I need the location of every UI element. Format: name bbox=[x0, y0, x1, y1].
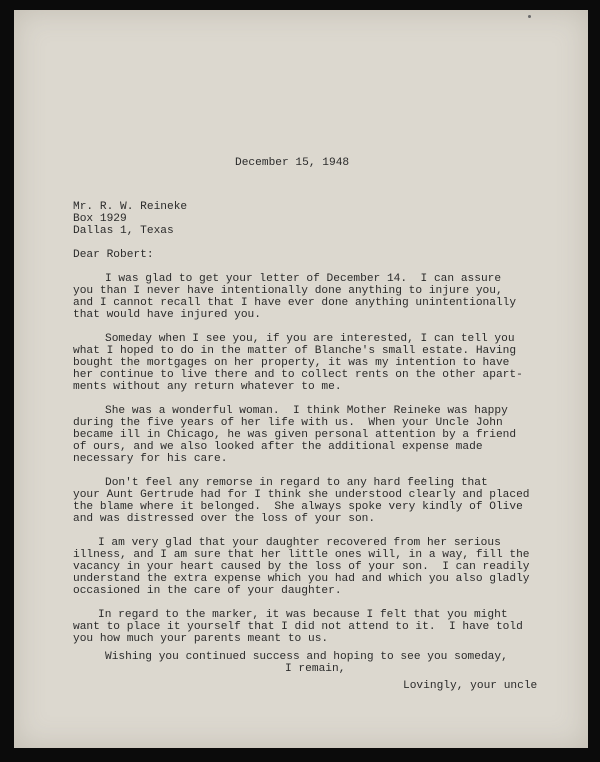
salutation: Dear Robert: bbox=[73, 249, 154, 261]
paragraph-3-line-1: She was a wonderful woman. I think Mother Reineke was happy bbox=[105, 405, 508, 417]
paragraph-3-line-3: became ill in Chicago, he was given personal attention by a friend bbox=[73, 429, 517, 441]
paragraph-6-line-1: In regard to the marker, it was because I felt that you might bbox=[98, 609, 508, 621]
paragraph-5-line-3: vacancy in your heart caused by the loss of your son. I can readily bbox=[73, 561, 530, 573]
paragraph-6-line-3: you how much your parents meant to us. bbox=[73, 633, 329, 645]
paragraph-5-line-2: illness, and I am sure that her little ones will, in a way, fill the bbox=[73, 549, 530, 561]
paragraph-5-line-4: understand the extra expense which you had and which you also gladly bbox=[73, 573, 530, 585]
paragraph-2-line-5: ments without any return whatever to me. bbox=[73, 381, 342, 393]
paragraph-6-line-2: want to place it yourself that I did not attend to it. I have told bbox=[73, 621, 523, 633]
paper-speck bbox=[528, 15, 531, 18]
paragraph-2-line-4: her continue to live there and to collect rents on the other apart- bbox=[73, 369, 523, 381]
recipient-city: Dallas 1, Texas bbox=[73, 225, 174, 237]
recipient-box: Box 1929 bbox=[73, 213, 127, 225]
paragraph-3-line-2: during the five years of her life with us. When your Uncle John bbox=[73, 417, 503, 429]
closing-remain: I remain, bbox=[285, 663, 346, 675]
paragraph-5-line-1: I am very glad that your daughter recovered from her serious bbox=[98, 537, 501, 549]
letter-date: December 15, 1948 bbox=[235, 157, 350, 169]
paragraph-4-line-2: your Aunt Gertrude had for I think she understood clearly and placed bbox=[73, 489, 530, 501]
paragraph-2-line-2: what I hoped to do in the matter of Blanche's small estate. Having bbox=[73, 345, 517, 357]
paragraph-4-line-3: the blame where it belonged. She always spoke very kindly of Olive bbox=[73, 501, 523, 513]
paragraph-1-line-1: I was glad to get your letter of December 14. I can assure bbox=[105, 273, 502, 285]
paragraph-1-line-2: you than I never have intentionally done anything to injure you, bbox=[73, 285, 503, 297]
paragraph-3-line-5: necessary for his care. bbox=[73, 453, 228, 465]
paragraph-1-line-3: and I cannot recall that I have ever done anything unintentionally bbox=[73, 297, 517, 309]
paragraph-4-line-1: Don't feel any remorse in regard to any hard feeling that bbox=[105, 477, 488, 489]
paragraph-3-line-4: of ours, and we also looked after the additional expense made bbox=[73, 441, 483, 453]
closing-wish: Wishing you continued success and hoping to see you someday, bbox=[105, 651, 508, 663]
paragraph-2-line-1: Someday when I see you, if you are interested, I can tell you bbox=[105, 333, 515, 345]
closing-signoff: Lovingly, your uncle bbox=[403, 680, 538, 692]
paragraph-2-line-3: bought the mortgages on her property, it was my intention to have bbox=[73, 357, 510, 369]
paragraph-4-line-4: and was distressed over the loss of your son. bbox=[73, 513, 376, 525]
recipient-name: Mr. R. W. Reineke bbox=[73, 201, 188, 213]
paragraph-1-line-4: that would have injured you. bbox=[73, 309, 261, 321]
paragraph-5-line-5: occasioned in the care of your daughter. bbox=[73, 585, 342, 597]
